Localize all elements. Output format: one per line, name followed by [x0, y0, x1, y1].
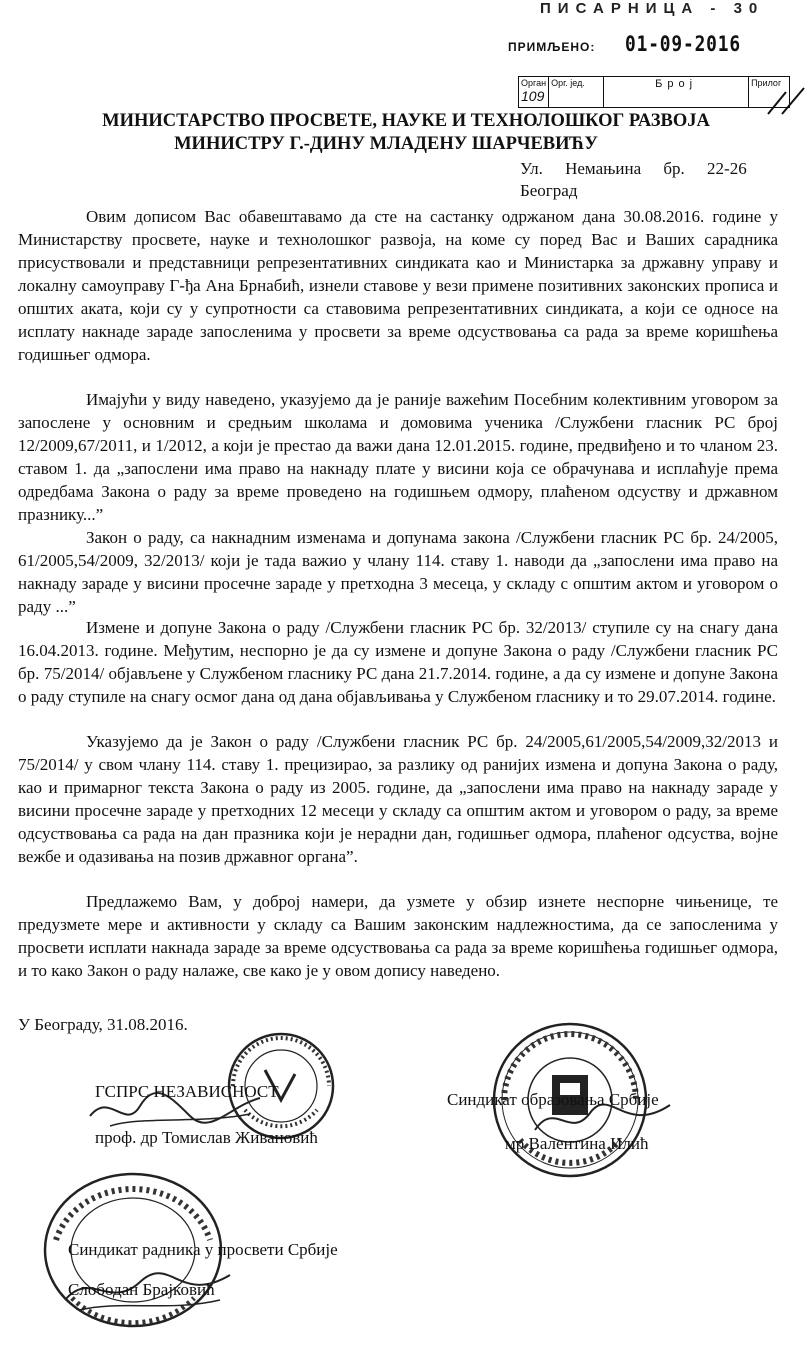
paragraph: Измене и допуне Закона о раду /Службени гласник РС бр. 32/2013/ ступиле су на снагу дана 16.04.2013. године. Међутим, неспорно је да су измене и допуне Закона о раду /Службени гласник РС бр. 75/2014/ објављене у Службеном гласнику РС дана 21.7.2014. године, а да су измене и допуне Закона о раду ступиле на снагу осмог дана од дана објављивања у Службеном гласнику и то 29.07.2014. године.: [18, 618, 778, 706]
letter-body: [18, 205, 778, 366]
signatory-person-3: Слободан Брајковић: [68, 1280, 215, 1299]
received-label: ПРИМЉЕНО:: [508, 40, 596, 54]
col-number: Број: [604, 77, 749, 108]
signatory-person-2: мр Валентина Илић: [505, 1134, 649, 1153]
signatory-org-2: Синдикат образовања Србије: [447, 1090, 659, 1109]
col-org-unit: Орг. јед.: [549, 77, 604, 108]
paragraph: Имајући у виду наведено, указујемо да је раније важећим Посебним колективним уговором за запослене у основним и средњим школама и домовима ученика /Службени гласник РС број 12/2009,67/2011, и 1/2012, а који је престао да важи дана 12.01.2015. године, предвиђено и то чланом 23. ставом 1. да „запослени има право на накнаду плате у висини која се обрачунава и исплаћује према одредбама Закона о раду за време проведено на годишњем одмору, плаћеном одсуству и државном празнику...”: [18, 390, 778, 524]
paragraph: Предлажемо Вам, у доброј намери, да узмете у обзир изнете неспорне чињенице, те предузмете мере и активности у складу са Вашим законским надлежностима, да се запосленима у просвети исплати накнада зараде за време одсуствовања са рада за време коришћења годишњег одмора, и то како Закон о раду налаже, све како је у овом допису наведено.: [18, 892, 778, 980]
col-attachment: Прилог: [749, 77, 790, 108]
address-street: Ул. Немањина бр. 22-26: [520, 159, 747, 178]
letter-body: [18, 388, 778, 526]
signatory-person-1: проф. др Томислав Живановић: [95, 1128, 318, 1147]
recipient-ministry: МИНИСТАРСТВО ПРОСВЕТЕ, НАУКЕ И ТЕХНОЛОШКОГ РАЗВОЈА: [102, 111, 710, 131]
signatory-org-3: Синдикат радника у просвети Србије: [68, 1240, 338, 1259]
letter-date: У Београду, 31.08.2016.: [18, 1015, 188, 1034]
registry-table: [518, 76, 790, 108]
recipient-minister: МИНИСТРУ Г.-ДИНУ МЛАДЕНУ ШАРЧЕВИЋУ: [174, 134, 598, 154]
registry-stamp-header: ПИСАРНИЦА - 30: [540, 0, 765, 17]
letter-body: [18, 890, 778, 982]
address-city: Београд: [520, 181, 578, 200]
received-date: 01-09-2016: [625, 32, 741, 56]
col-organ: Орган 109: [519, 77, 549, 108]
paragraph: Указујемо да је Закон о раду /Службени гласник РС бр. 24/2005,61/2005,54/2009,32/2013 и 75/2014/ у свом члану 114. ставу 1. прецизирао, за разлику од ранијих измена и допуна Закона о раду, као и примарног текста Закона о раду из 2005. године, да „запослени има право на накнаду зараде у висини просечне зараде у претходних 12 месеци у складу са општим актом и уговором о раду, за време одсуствовања са рада на дан празника који је нерадни дан, годишњег одмора, плаћеног одсуства, војне вежбе и одазивања на позив државног органа”.: [18, 732, 778, 866]
letter-body: [18, 616, 778, 708]
paragraph: Овим дописом Вас обавештавамо да сте на састанку одржаном дана 30.08.2016. године у Министарству просвете, науке и технолошког развоја, на коме су поред Вас и Ваших сарадника присуствовали и представници репрезентативних синдиката као и Министарка за државну управу и локалну самоуправу Г-ђа Ана Брнабић, изнели ставове у вези примене позитивних законских прописа и општих аката, који су у супротности са ставовима репрезентативних синдиката, а који се односе на исплату накнаде зараде запосленима у просвети за време одсуствовања са рада за време коришћења годишњег одмора.: [18, 207, 778, 364]
org-value: 109: [521, 88, 545, 104]
paragraph: Закон о раду, са накнадним изменама и допунама закона /Службени гласник РС бр. 24/2005, 61/2005,54/2009, 32/2013/ који је тада важио у члану 114. ставу 1. наводи да „запослени има право на накнаду зараде у висини просечне зараде у претходна 3 месеца, у складу с општим актом и уговором о раду ...”: [18, 528, 778, 616]
letter-body: [18, 526, 778, 618]
signatory-org-1: ГСПРС НЕЗАВИСНОСТ: [95, 1082, 279, 1101]
letter-body: [18, 730, 778, 868]
